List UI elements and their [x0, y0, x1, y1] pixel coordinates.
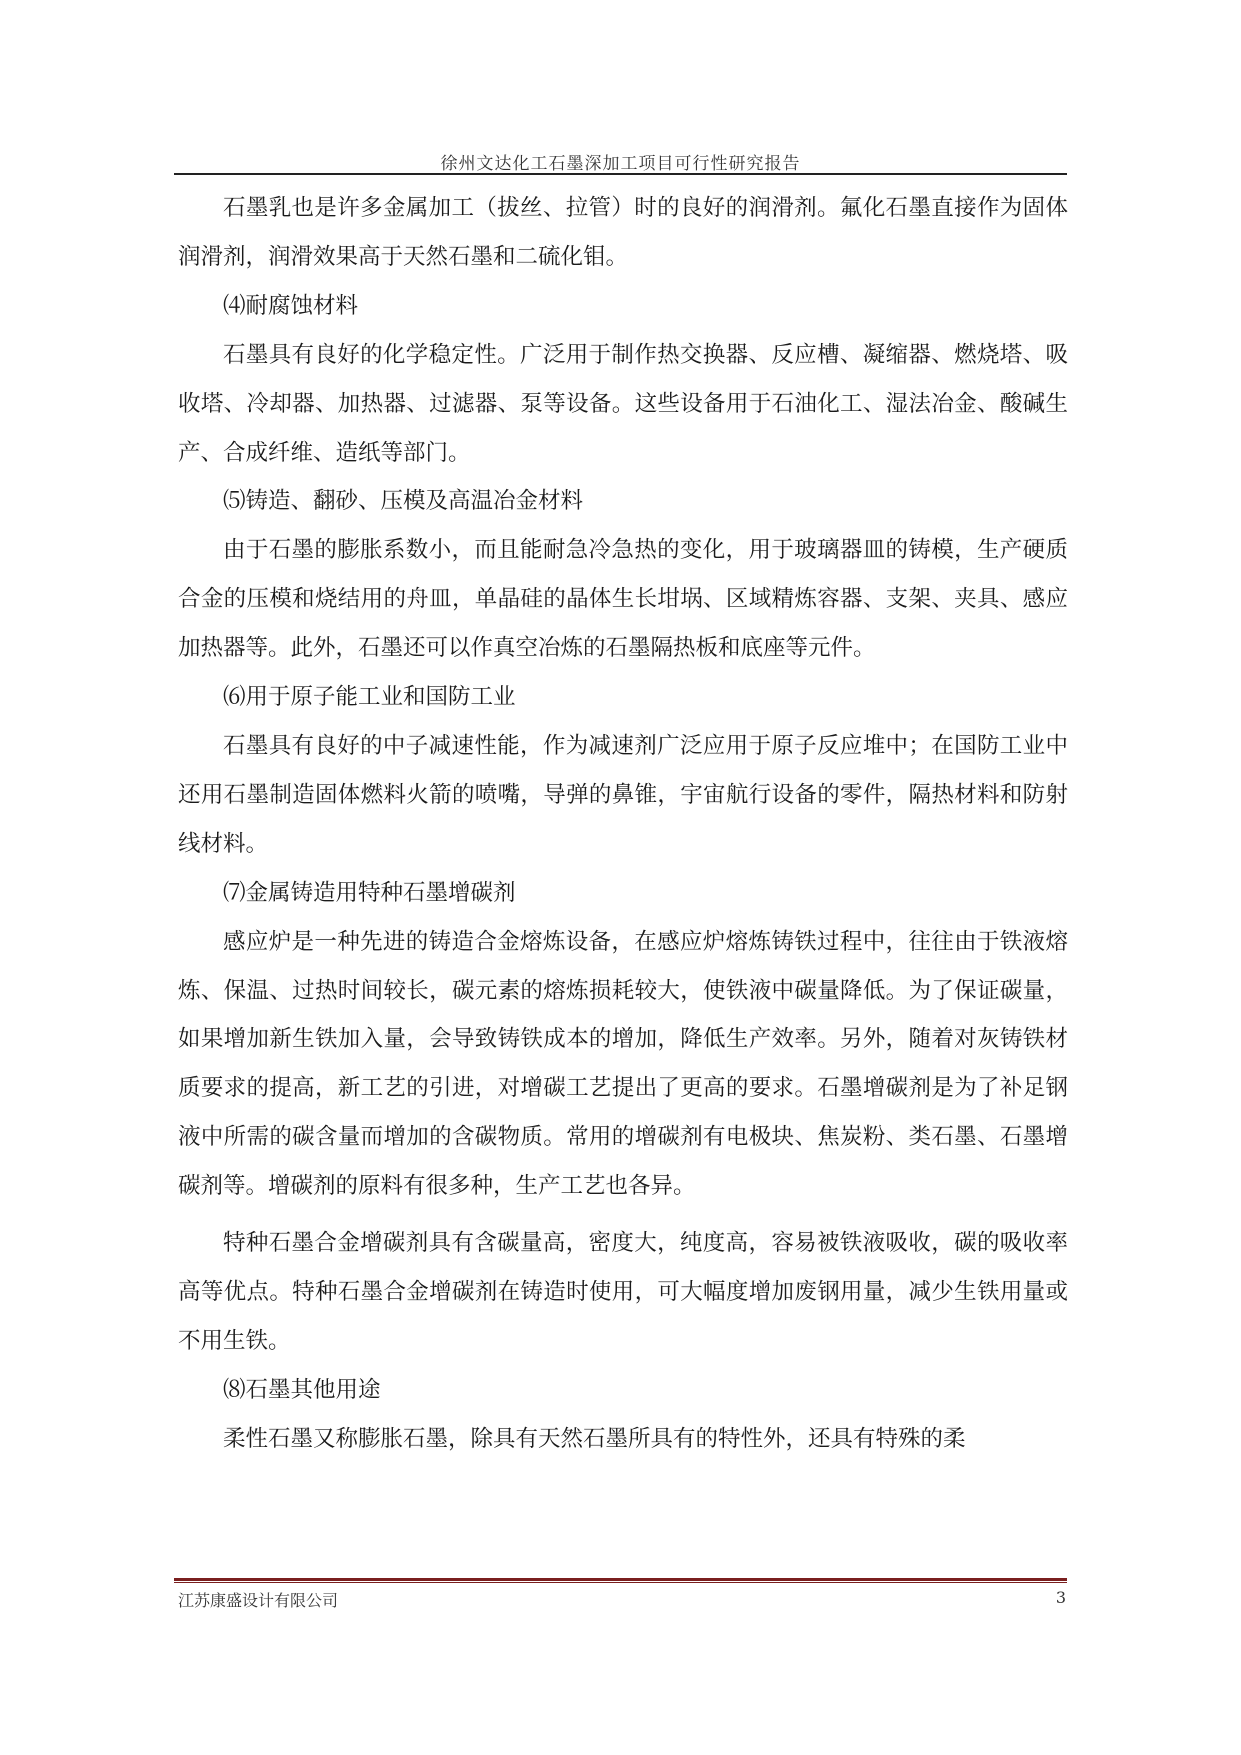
- footer-company: 江苏康盛设计有限公司: [178, 1591, 339, 1610]
- section-heading-5: ⑸铸造、翻砂、压模及高温冶金材料: [223, 488, 584, 515]
- paragraph-flexible-graphite: 柔性石墨又称膨胀石墨，除具有天然石墨所具有的特性外，还具有特殊的柔: [223, 1425, 966, 1452]
- section-heading-6: ⑹用于原子能工业和国防工业: [223, 684, 516, 711]
- paragraph-casting: 由于石墨的膨胀系数小，而且能耐急冷急热的变化，用于玻璃器皿的铸模，生产硬质合金的压模和烧结用的舟皿，单晶硅的晶体生长坩埚、区域精炼容器、支架、夹具、感应加热器等。此外，石墨还可以作真空冶炼的石墨隔热板和底座等元件。: [178, 537, 1068, 662]
- page-header-title: 徐州文达化工石墨深加工项目可行性研究报告: [440, 154, 801, 174]
- document-body: [178, 184, 1068, 1464]
- paragraph-nuclear: 石墨具有良好的中子减速性能，作为减速剂广泛应用于原子反应堆中；在国防工业中还用石墨制造固体燃料火箭的喷嘴，导弹的鼻锥，宇宙航行设备的零件，隔热材料和防射线材料。: [178, 732, 1068, 857]
- section-heading-7: ⑺金属铸造用特种石墨增碳剂: [223, 879, 516, 906]
- page-number: 3: [1055, 1588, 1066, 1607]
- paragraph-lubricant: 石墨乳也是许多金属加工（拔丝、拉管）时的良好的润滑剂。氟化石墨直接作为固体润滑剂，润滑效果高于天然石墨和二硫化钼。: [178, 195, 1068, 270]
- paragraph-recarburizer: 感应炉是一种先进的铸造合金熔炼设备，在感应炉熔炼铸铁过程中，往往由于铁液熔炼、保温、过热时间较长，碳元素的熔炼损耗较大，使铁液中碳量降低。为了保证碳量，如果增加新生铁加入量，会导致铸铁成本的增加，降低生产效率。另外，随着对灰铸铁材质要求的提高，新工艺的引进，对增碳工艺提出了更高的要求。石墨增碳剂是为了补足钢液中所需的碳含量而增加的含碳物质。常用的增碳剂有电极块、焦炭粉、类石墨、石墨增碳剂等。增碳剂的原料有很多种，生产工艺也各异。: [178, 928, 1068, 1200]
- header-divider: [174, 173, 1067, 175]
- paragraph-special-recarburizer: 特种石墨合金增碳剂具有含碳量高，密度大，纯度高，容易被铁液吸收，碳的吸收率高等优点。特种石墨合金增碳剂在铸造时使用，可大幅度增加废钢用量，减少生铁用量或不用生铁。: [178, 1230, 1068, 1354]
- paragraph-corrosion: 石墨具有良好的化学稳定性。广泛用于制作热交换器、反应槽、凝缩器、燃烧塔、吸收塔、冷却器、加热器、过滤器、泵等设备。这些设备用于石油化工、湿法冶金、酸碱生产、合成纤维、造纸等部门。: [178, 341, 1068, 466]
- footer-divider: [174, 1578, 1067, 1583]
- section-heading-8: ⑻石墨其他用途: [223, 1376, 381, 1403]
- section-heading-4: ⑷耐腐蚀材料: [223, 292, 359, 319]
